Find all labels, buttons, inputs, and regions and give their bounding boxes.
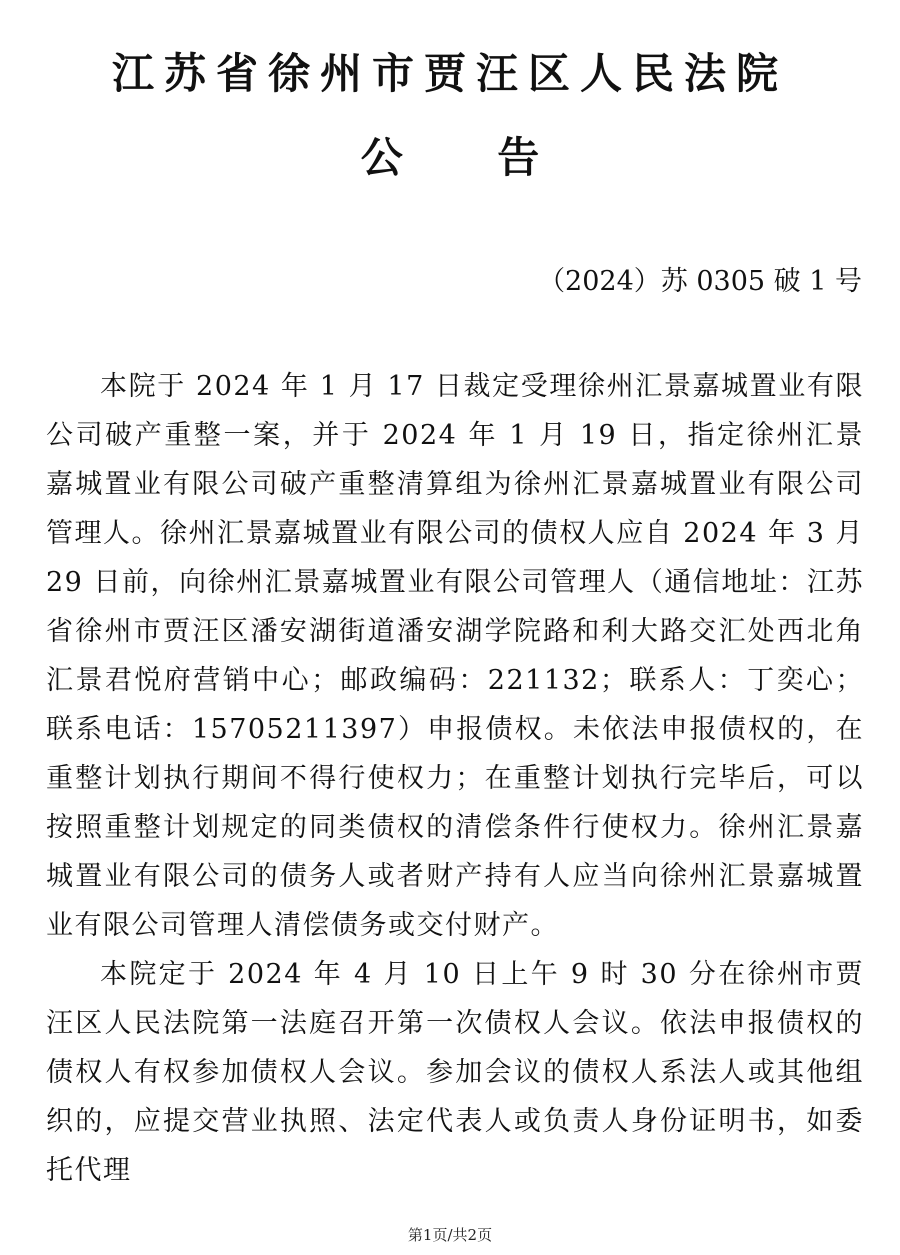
- page-indicator: 第1页/共2页: [407, 1226, 493, 1244]
- document-type-title: 公 告: [360, 133, 580, 182]
- case-number: （2024）苏 0305 破 1 号: [538, 266, 862, 297]
- paragraph-claims-filing: 本院于 2024 年 1 月 17 日裁定受理徐州汇景嘉城置业有限公司破产重整一案，并于 2024 年 1 月 19 日，指定徐州汇景嘉城置业有限公司破产重整清算组为徐州汇景嘉城置业有限公司管理人。徐州汇景嘉城置业有限公司的债权人应自 2024 年 3 月 29 日前，向徐州汇景嘉城置业有限公司管理人（通信地址：江苏省徐州市贾汪区潘安湖街道潘安湖学院路和利大路交汇处西北角汇景君悦府营销中心；邮政编码：221132；联系人：丁奕心；联系电话：15705211397）申报债权。未依法申报债权的，在重整计划执行期间不得行使权力；在重整计划执行完毕后，可以按照重整计划规定的同类债权的清偿条件行使权力。徐州汇景嘉城置业有限公司的债务人或者财产持有人应当向徐州汇景嘉城置业有限公司管理人清偿债务或交付财产。: [46, 371, 864, 941]
- notice-body: [46, 362, 864, 1195]
- court-name-title: 江苏省徐州市贾汪区人民法院: [111, 49, 788, 98]
- paragraph-creditors-meeting: 本院定于 2024 年 4 月 10 日上午 9 时 30 分在徐州市贾汪区人民法院第一法庭召开第一次债权人会议。依法申报债权的债权人有权参加债权人会议。参加会议的债权人系法人或其他组织的，应提交营业执照、法定代表人或负责人身份证明书，如委托代理: [46, 959, 864, 1186]
